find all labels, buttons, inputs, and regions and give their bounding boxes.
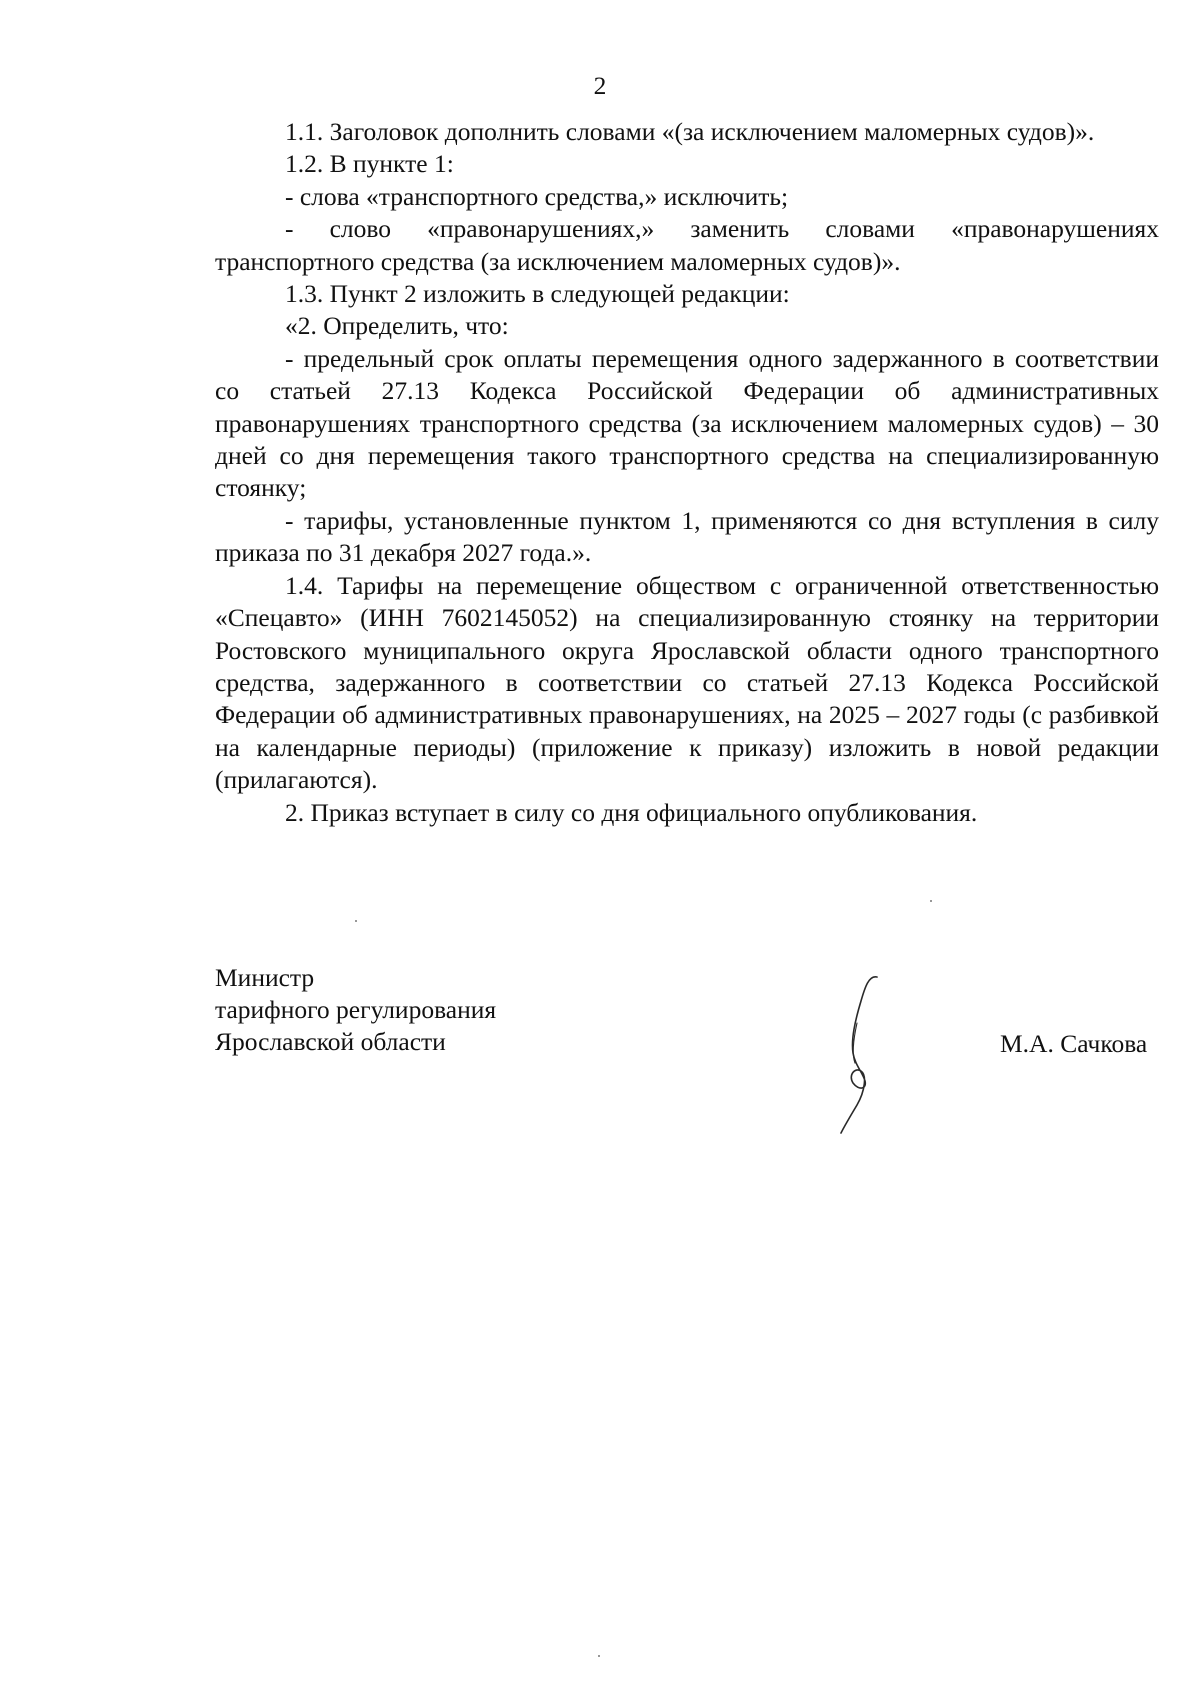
- signatory-position: [215, 962, 496, 1058]
- paragraph-1-3: 1.3. Пункт 2 изложить в следующей редакции:: [285, 279, 790, 309]
- paragraph-1-2-item-2: - слово «правонарушениях,» заменить словами «правонарушениях транспортного средства (за исключением маломерных судов)».: [215, 214, 1159, 276]
- paragraph-1-3-item-1: - предельный срок оплаты перемещения одного задержанного в соответствии со статьей 27.13 Кодекса Российской Федерации об административных правонарушениях транспортного средства (за исключением маломерных судов) – 30 дней со дня перемещения такого транспортного средства на специализированную стоянку;: [215, 343, 1159, 503]
- signer-name: М.А. Сачкова: [1000, 1029, 1148, 1058]
- paragraph-1-2: 1.2. В пункте 1:: [285, 149, 454, 179]
- position-line: Министр: [215, 963, 315, 992]
- paragraph-1-3-quote-start: «2. Определить, что:: [285, 311, 509, 341]
- document-body: [215, 116, 1159, 829]
- paragraph-1-1: 1.1. Заголовок дополнить словами «(за исключением маломерных судов)».: [285, 117, 1095, 146]
- scan-speck: [930, 900, 932, 902]
- position-line: Ярославской области: [215, 1027, 446, 1056]
- paragraph-1-3-item-2: - тарифы, установленные пунктом 1, применяются со дня вступления в силу приказа по 31 декабря 2027 года.».: [215, 505, 1159, 568]
- paragraph-1-2-item-1: - слова «транспортного средства,» исключить;: [285, 181, 789, 211]
- page-number: 2: [593, 71, 607, 100]
- position-line: тарифного регулирования: [215, 995, 497, 1024]
- scan-speck: [355, 920, 357, 922]
- handwritten-signature: [795, 965, 895, 1135]
- paragraph-2: 2. Приказ вступает в силу со дня официального опубликования.: [285, 797, 978, 827]
- scan-speck: [598, 1655, 600, 1657]
- paragraph-1-4: 1.4. Тарифы на перемещение обществом с ограниченной ответственностью «Спецавто» (ИНН 7602145052) на специализированную стоянку на территории Ростовского муниципального округа Ярославской области одного транспортного средства, задержанного в соответствии со статьей 27.13 Кодекса Российской Федерации об административных правонарушениях, на 2025 – 2027 годы (с разбивкой на календарные периоды) (приложение к приказу) изложить в новой редакции (прилагаются).: [215, 570, 1159, 795]
